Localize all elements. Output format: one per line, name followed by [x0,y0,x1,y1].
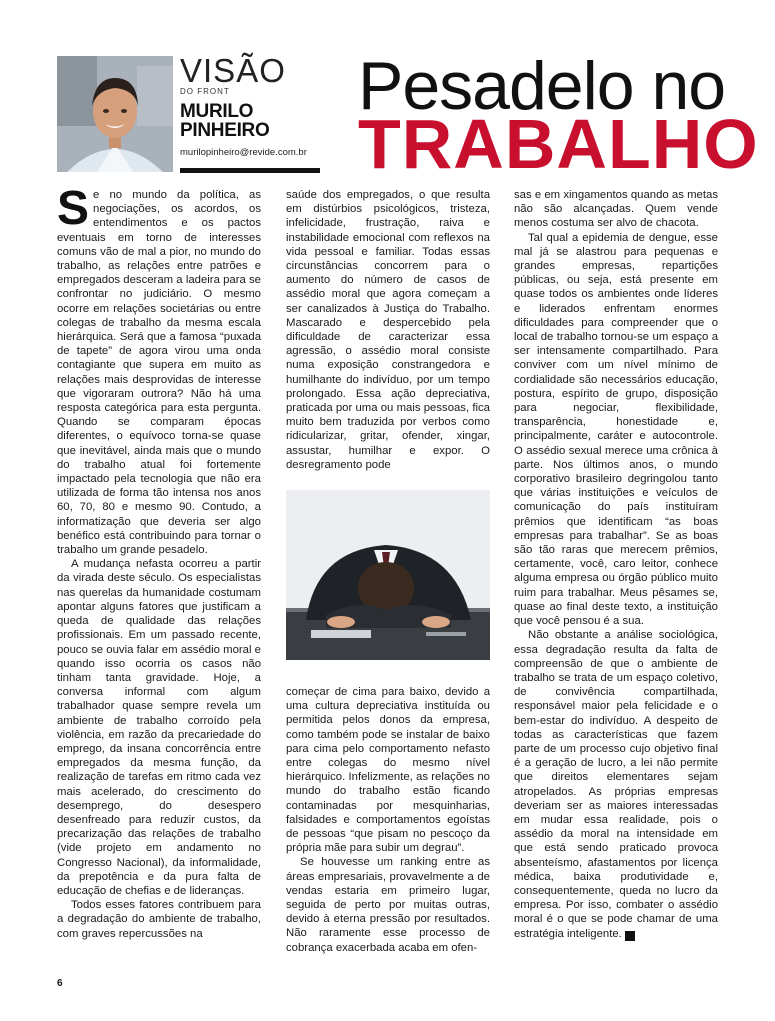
section-label: VISÃO [180,52,286,89]
author-photo [57,56,173,172]
article-paragraph [514,628,718,940]
article-paragraph: saúde dos empregados, o que resulta em distúrbios psicológicos, tristeza, infelicidade, frustração, raiva e instabilidade emocional com reflexos na vida pessoal e familiar. Todas essas circunstâncias concorrem para o aumento do número de casos de assédio moral que agora começam a ser canalizados à Justiça do Trabalho. Mascarado e despercebido pela dificuldade de caracterizar essa agressão, o assédio moral consiste numa exposição constrangedora e humilhante do indivíduo, por um tempo prolongado. Essa ação depreciativa, praticada por uma ou mais pessoas, fica muito bem traduzida por verbos como ridicularizar, gritar, ofender, xingar, assustar, humilhar e expor. O desregramento pode [286,189,490,471]
article-paragraph [57,182,261,557]
article-column-2-bottom [286,685,490,970]
paragraph-text: e no mundo da política, as negociações, os acordos, os entendimentos e os pactos eventuais em torno de interesses comuns vão de mal a pior, no mundo do trabalho, as relações entre patrões e empregados desceram a ladeira para se confrontar no judiciário. O mesmo ocorre em relações societárias ou entre colegas de trabalho da mesma escala hierárquica. Será que a famosa “puxada de tapete” de agora virou uma onda contagiante que supera em muito as relações mais desprovidas de interesse que vigoraram outrora? Não há uma resposta categórica para esta pergunta. Quando se comparam épocas diferentes, o equívoco torna-se quase que inevitável, ainda mais que o mundo do trabalho atual foi fortemente impactado pela tecnologia que não era utilizada de forma tão intensa nos anos 60, 70, 80 e mesmo 90. Contudo, a informatização que deveria ser algo benéfico está contribuindo para tornar o trabalho um grande pesadelo. [57,189,261,557]
article-column-1 [57,182,261,968]
end-mark-icon: r [625,931,635,941]
article-title-line2: TRABALHO [358,105,759,183]
drop-cap: S [57,182,90,235]
article-column-2-top [286,188,490,473]
author-name-line2: PINHEIRO [180,120,270,141]
column-label [180,52,320,158]
article-paragraph: Tal qual a epidemia de dengue, esse mal já se alastrou para pequenas e grandes empresas, repartições públicas, ou seja, está presente em quase todos os ambientes onde líderes e liderados enfrentam enormes dificuldades para compreender que o local de trabalho tornou-se um espaço a ser intensamente compartilhado. Para conviver com um nível mínimo de cordialidade são necessários educação, postura, espírito de grupo, disposição para negociar, flexibilidade, transparência, honestidade e, principalmente, caráter e autocontrole. O assédio sexual merece uma crônica à parte. Nos últimos anos, o mundo corporativo brasileiro degringolou tanto que várias instituições e veículos de comunicação do país instituíram prêmios que identificam “as boas empresas para trabalhar”. Se as boas são tão raras que merecem prêmios, certamente, você, caro leitor, conhece alguma empresa ou órgão público muito ruim para trabalhar. Meus pêsames se, quase ao final deste texto, a instituição que você pensou é a sua. [514,231,718,628]
author-email: murilopinheiro@revide.com.br [180,147,307,158]
paragraph-text: Não obstante a análise sociológica, essa degradação resulta da falta de compreensão de que o ambiente de trabalho se trata de um espaço coletivo, de convivência compartilhada, responsável maior pela felicidade e o bem-estar do indivíduo. A despeito de todas as características que fazem parte de um processo cujo objetivo final é a geração de lucro, a lei não permite que direitos elementares sejam atropelados. As próprias empresas deveriam ser as maiores interessadas em mudar essa realidade, pois o assédio da moral na intensidade em que está sendo praticado provoca absenteísmo, afastamentos por licença médica, baixa produtividade e, consequentemente, queda no lucro da empresa. Por isso, combater o assédio moral é o que se pode chamar de uma estratégia inteligente. [514,629,718,940]
author-name-line1: MURILO [180,101,254,122]
article-paragraph: Se houvesse um ranking entre as áreas empresariais, provavelmente a de vendas estaria em primeiro lugar, seguida de perto por muitas outras, devido à eterna pressão por resultados. Não raramente esse processo de cobrança exacerbada acaba em ofen- [286,856,490,954]
page-number: 6 [57,978,63,989]
article-paragraph: Todos esses fatores contribuem para a degradação do ambiente de trabalho, com graves repercussões na [57,899,261,940]
article-photo [286,490,490,660]
article-paragraph: sas e em xingamentos quando as metas não são alcançadas. Quem vende menos costuma ser alvo de chacota. [514,189,718,230]
article-paragraph: começar de cima para baixo, devido a uma cultura depreciativa instituída ou permitida pelos donos da empresa, como também pode se instalar de baixo para cima pelo comportamento nefasto entre colegas do mesmo nível hierárquico. Infelizmente, as relações no mundo do trabalho estão ficando contaminadas por mesquinharias, falsidades e comportamentos egoístas de pessoas “que pisam no pescoço da própria mãe para subir um degrau”. [286,686,490,855]
article-paragraph: A mudança nefasta ocorreu a partir da virada deste século. Os especialistas nas querelas da humanidade costumam apontar alguns fatores que justificam a queda de qualidade das relações profissionais. Em um passado recente, pouco se ouvia falar em assédio moral e quando isso ocorria os casos não tinham tanta gravidade. Hoje, a conversa informal com algum trabalhador quase sempre revela um ambiente de trabalho corroído pela violência, em razão da precariedade do emprego, da insana concorrência entre empregados da mesma função, da realização de tarefas em ritmo cada vez mais acelerado, do crescimento do desemprego, do desespero desenfreado para reduzir custos, da precarização das relações de trabalho (vide projeto em andamento no Congresso Nacional), da informalidade, da prepotência e da pura falta de educação de chefias e de lideranças. [57,558,261,897]
label-divider [180,168,320,173]
article-title-line1: Pesadelo no [358,48,726,124]
section-sublabel: DO FRONT [180,87,230,96]
article-column-3 [514,188,718,973]
